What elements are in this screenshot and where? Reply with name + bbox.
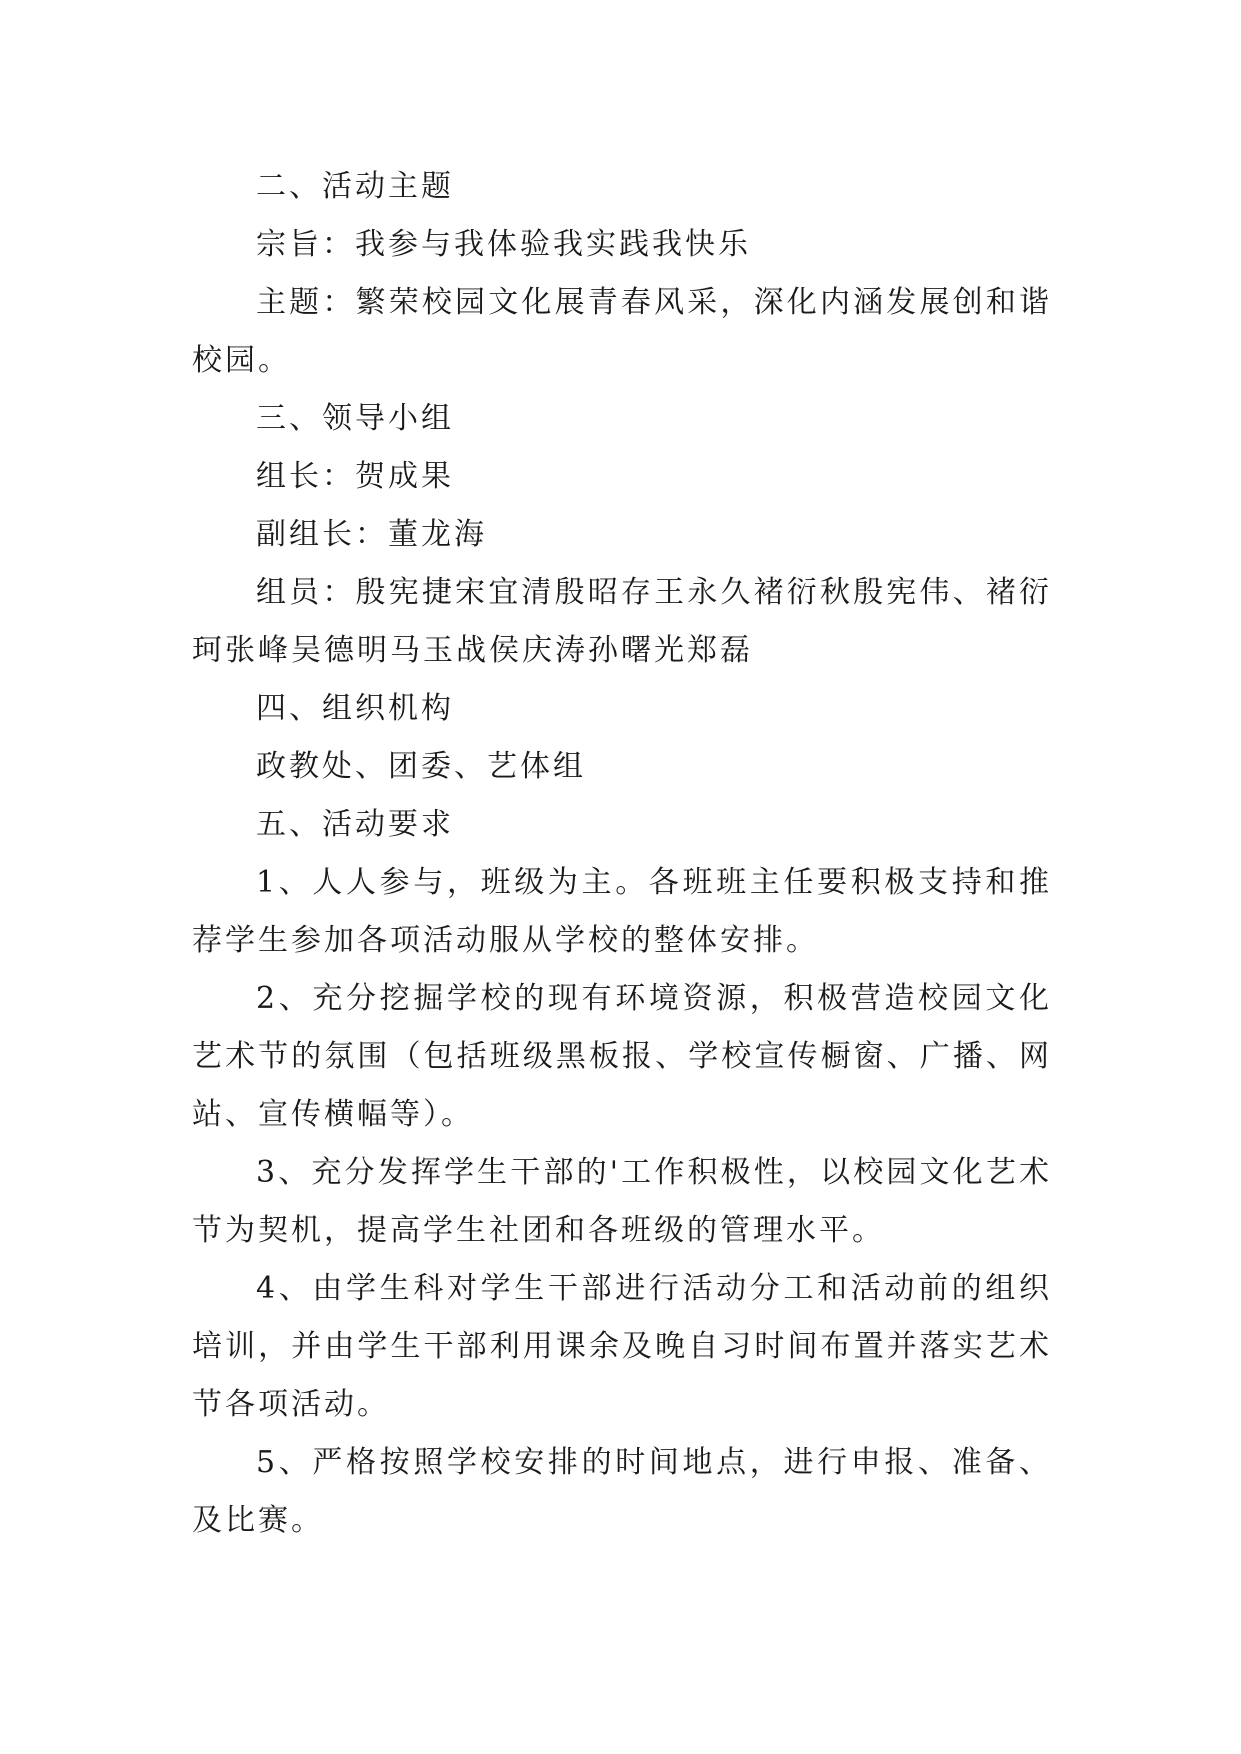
requirement-item-2: 2、充分挖掘学校的现有环境资源，积极营造校园文化艺术节的氛围（包括班级黑板报、学校宣传橱窗、广播、网站、宣传横幅等）。 [192,981,1052,1132]
document-body [192,158,1052,1550]
requirement-item-5: 5、严格按照学校安排的时间地点，进行申报、准备、及比赛。 [192,1445,1052,1538]
section-heading-theme: 二、活动主题 [256,169,454,204]
section-heading-requirements: 五、活动要求 [256,807,454,842]
organization-paragraph: 政教处、团委、艺体组 [256,749,586,784]
members-paragraph: 组员：殷宪捷宋宜清殷昭存王永久褚衍秋殷宪伟、褚衍珂张峰吴德明马玉战侯庆涛孙曙光郑磊 [192,575,1052,668]
leader-paragraph: 组长：贺成果 [256,459,454,494]
deputy-leader-paragraph: 副组长：董龙海 [256,517,487,552]
purpose-paragraph: 宗旨：我参与我体验我实践我快乐 [256,227,751,262]
theme-paragraph: 主题：繁荣校园文化展青春风采，深化内涵发展创和谐校园。 [192,285,1052,378]
requirement-item-1: 1、人人参与，班级为主。各班班主任要积极支持和推荐学生参加各项活动服从学校的整体安排。 [192,865,1052,958]
section-heading-organization: 四、组织机构 [256,691,454,726]
requirement-item-4: 4、由学生科对学生干部进行活动分工和活动前的组织培训，并由学生干部利用课余及晚自习时间布置并落实艺术节各项活动。 [192,1271,1052,1422]
section-heading-leadership: 三、领导小组 [256,401,454,436]
requirement-item-3: 3、充分发挥学生干部的'工作积极性，以校园文化艺术节为契机，提高学生社团和各班级的管理水平。 [192,1155,1052,1248]
